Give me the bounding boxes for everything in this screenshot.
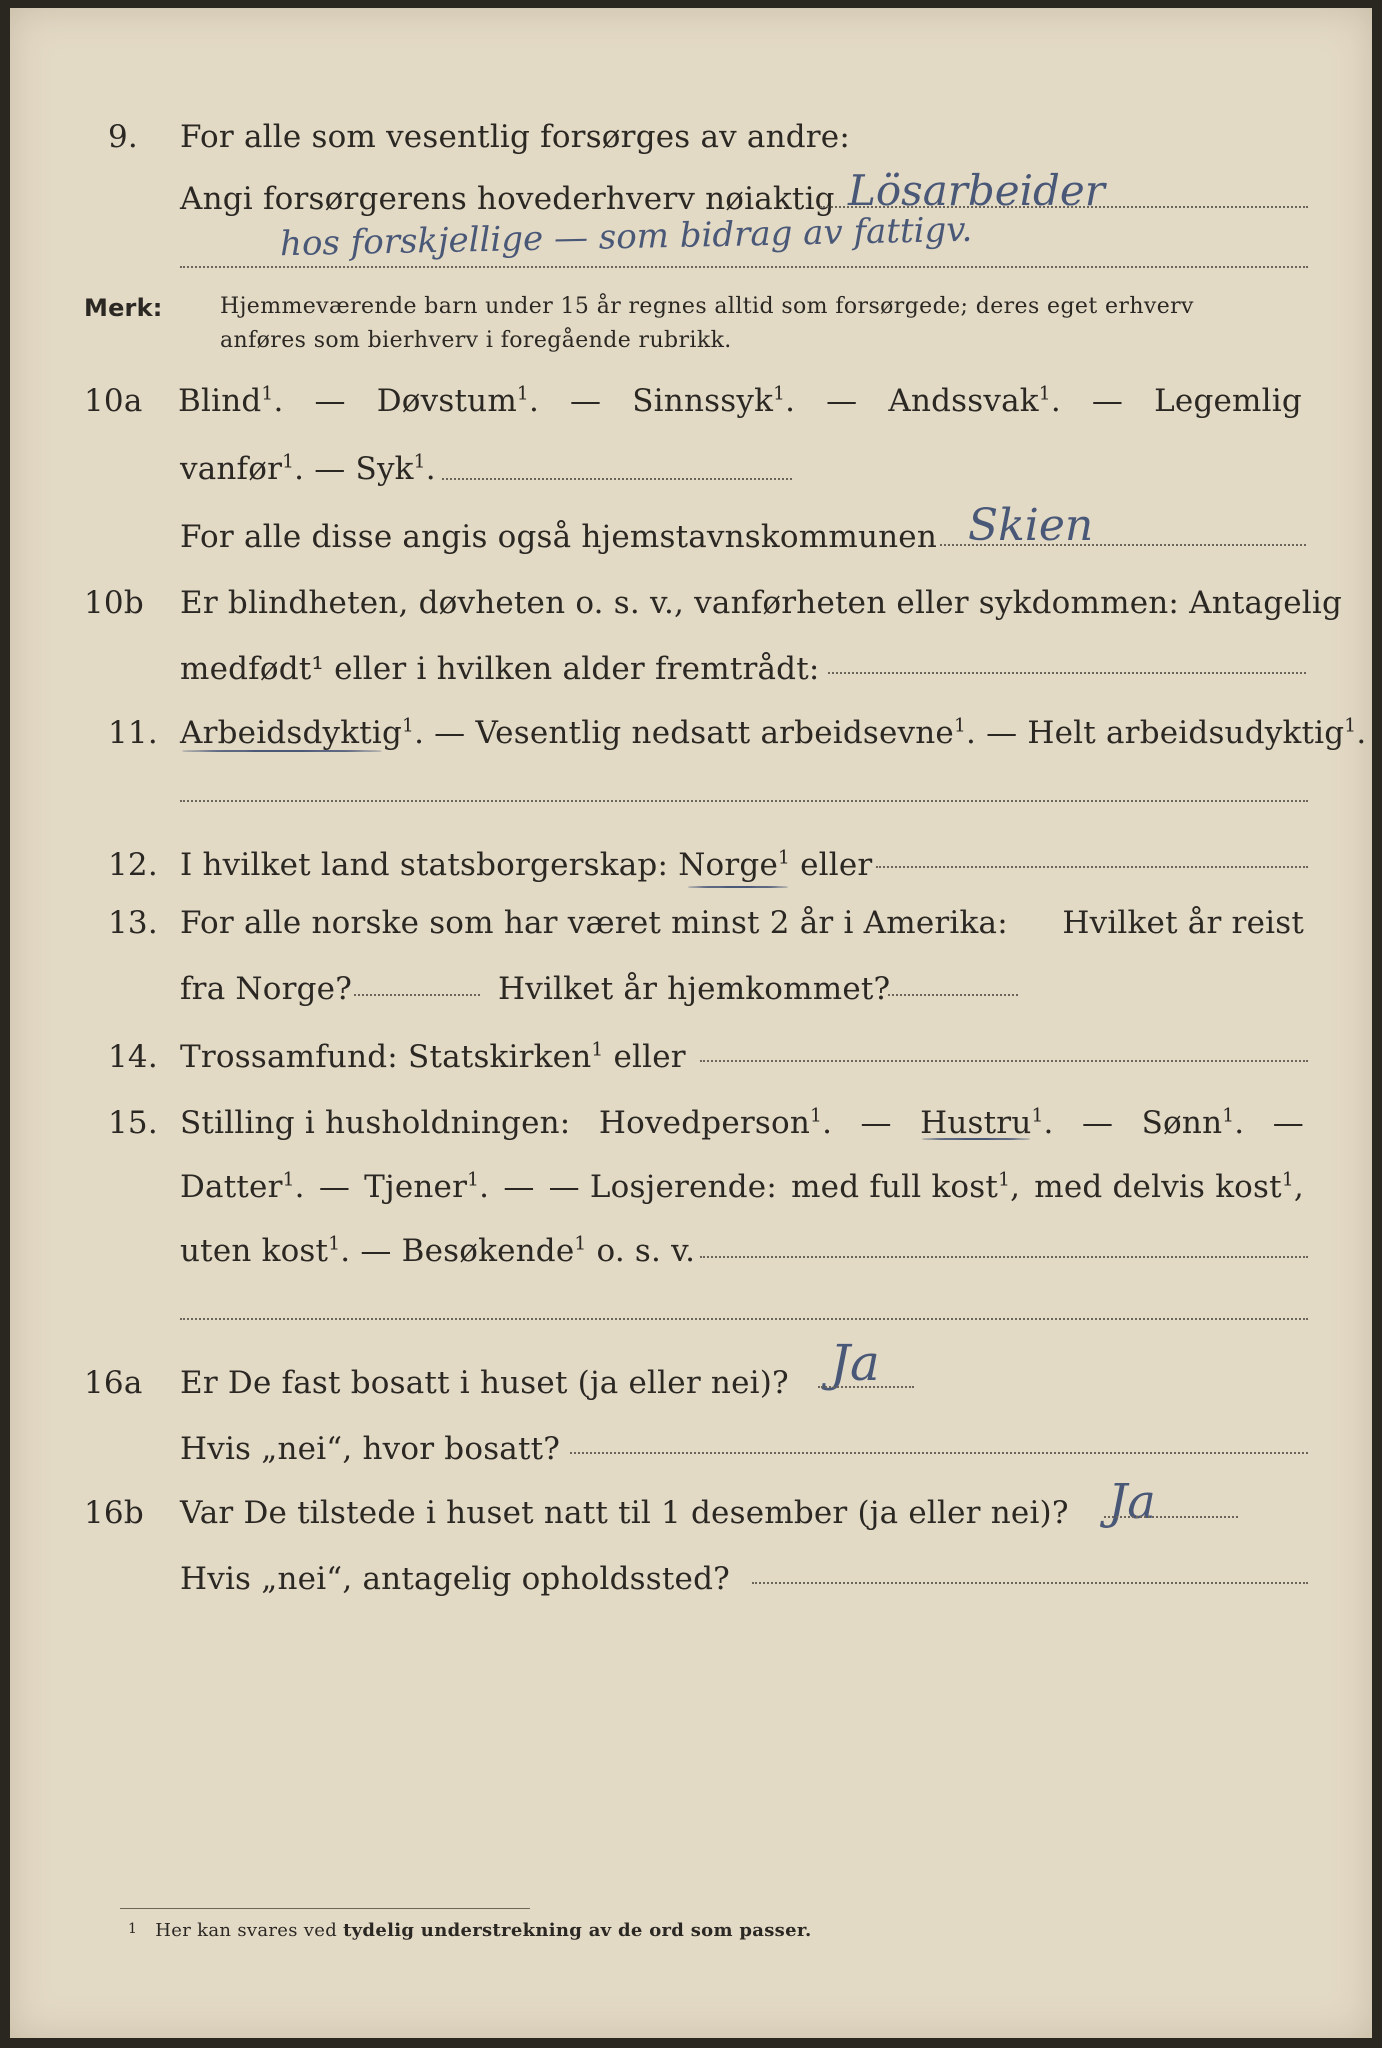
question-13-line2a: fra Norge? [180, 971, 353, 1007]
question-16a-line2: Hvis „nei“, hvor bosatt? [180, 1431, 561, 1467]
question-16a-line1: Er De fast bosatt i huset (ja eller nei)? [180, 1365, 789, 1401]
dash: — [1091, 383, 1124, 419]
question-number-10b: 10b [84, 585, 144, 621]
q10a-dotted-line2 [940, 544, 1306, 546]
question-16b-line1: Var De tilstede i huset natt til 1 desember (ja eller nei)? [180, 1495, 1069, 1531]
q15-underline-mark [922, 1138, 1030, 1140]
q16a-handwritten-answer: Ja [830, 1334, 880, 1392]
option-legemlig: Legemlig [1154, 383, 1302, 419]
merk-text-line2: anføres som bierhverv i foregående rubrikk. [220, 328, 732, 353]
option-dovstum: Døvstum$^1$. [376, 383, 540, 419]
question-number-12: 12. [108, 847, 158, 883]
question-10b-line1: Er blindheten, døvheten o. s. v., vanførheten eller sykdommen: Antagelig [180, 585, 1343, 621]
question-15-line3: uten kost$^1$. — Besøkende$^1$ o. s. v. [180, 1233, 696, 1269]
q16a-dotted-line1 [818, 1386, 914, 1388]
q10b-dotted-line [828, 672, 1306, 674]
merk-text-line1: Hjemmeværende barn under 15 år regnes alltid som forsørgede; deres eget erhverv [220, 294, 1194, 319]
question-number-15: 15. [108, 1105, 158, 1141]
question-11-line1: Arbeidsdyktig$^1$. — Vesentlig nedsatt arbeidsevne$^1$. — Helt arbeidsudyktig$^1$. [180, 715, 1367, 751]
question-10a-line2: vanfør$^1$. — Syk$^1$. [180, 451, 436, 487]
question-number-9: 9. [108, 119, 138, 155]
footnote-rule [120, 1908, 530, 1909]
q16b-dotted-line2 [752, 1582, 1308, 1584]
q10a-dotted-line1 [442, 478, 792, 480]
q9-dotted-line1 [820, 206, 1308, 208]
question-number-16b: 16b [84, 1495, 144, 1531]
merk-label: Merk: [84, 294, 163, 322]
q9-handwritten-answer1: Lösarbeider [848, 166, 1105, 215]
q11-underline-mark [182, 750, 382, 752]
question-10a-line3: For alle disse angis også hjemstavnskommunen [180, 519, 937, 555]
question-number-14: 14. [108, 1039, 158, 1075]
form-page [10, 8, 1372, 2038]
question-number-13: 13. [108, 905, 158, 941]
q13-dotted-line2 [888, 994, 1018, 996]
question-number-10a: 10a [84, 383, 143, 419]
q15-dotted-line1 [700, 1256, 1308, 1258]
q12-dotted-line [876, 866, 1308, 868]
question-16b-line2: Hvis „nei“, antagelig opholdssted? [180, 1561, 730, 1597]
q11-dotted-line [180, 800, 1308, 802]
question-14-line1: Trossamfund: Statskirken$^1$ eller [180, 1039, 686, 1075]
q9-dotted-line2 [180, 266, 1308, 268]
dash: — [826, 383, 858, 419]
question-13-line1: For alle norske som har været minst 2 år i Amerika: Hvilket år reist [180, 905, 1304, 941]
question-10a-line1 [178, 383, 1302, 419]
question-10b-line2: medfødt¹ eller i hvilken alder fremtrådt: [180, 651, 820, 687]
question-number-16a: 16a [84, 1365, 143, 1401]
option-andssvak: Andssvak$^1$. [888, 383, 1061, 419]
q16b-dotted-line1 [1104, 1516, 1238, 1518]
question-12-line1: I hvilket land statsborgerskap: Norge$^1$ eller [180, 847, 873, 883]
question-15-line2: Datter$^1$. — Tjener$^1$. — — Losjerende: med full kost$^1$, med delvis kost$^1$, [180, 1169, 1304, 1205]
dash: — [570, 383, 602, 419]
footnote: $^1$ Her kan svares ved tydelig understrekning av de ord som passer. [128, 1920, 812, 1941]
q9-handwritten-answer2: hos forskjellige — som bidrag av fattigv. [279, 209, 973, 265]
q14-dotted-line [700, 1060, 1308, 1062]
q13-dotted-line1 [354, 994, 480, 996]
q15-dotted-line2 [180, 1318, 1308, 1320]
question-9-line1: For alle som vesentlig forsørges av andre: [180, 119, 850, 155]
question-13-line2b: Hvilket år hjemkommet? [498, 971, 891, 1007]
q16a-dotted-line2 [570, 1452, 1308, 1454]
option-blind: Blind$^1$. [178, 383, 284, 419]
q16b-handwritten-answer: Ja [1108, 1474, 1156, 1530]
question-15-line1: Stilling i husholdningen: Hovedperson$^1$. — Hustru$^1$. — Sønn$^1$. — [180, 1105, 1304, 1141]
q12-underline-mark [688, 886, 788, 888]
question-9-line2: Angi forsørgerens hovederhverv nøiaktig [180, 181, 835, 217]
dash: — [314, 383, 346, 419]
question-number-11: 11. [108, 715, 158, 751]
option-sinnssyk: Sinnssyk$^1$. [632, 383, 796, 419]
q10a-handwritten-answer: Skien [968, 500, 1094, 551]
